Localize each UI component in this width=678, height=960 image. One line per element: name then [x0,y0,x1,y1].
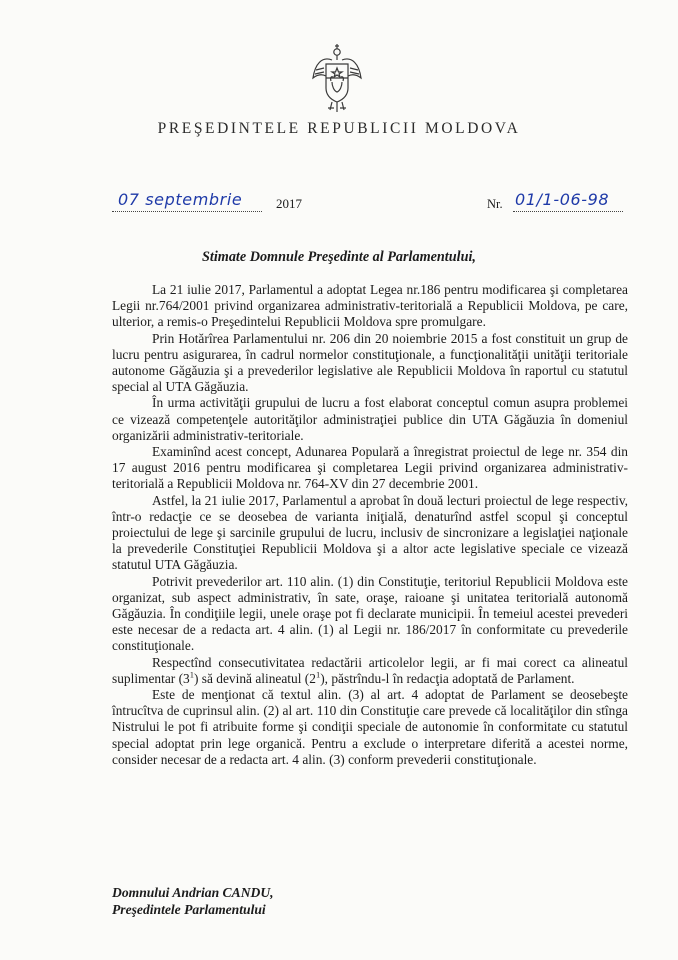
paragraph: Examinînd acest concept, Adunarea Populară a înregistrat proiectul de lege nr. 354 din 17 august 2016 pentru modificarea şi completarea Legii privind organizarea administrativ-teritorială a Republicii Moldova nr. 764-XV din 27 decembrie 2001. [112,444,628,492]
letter-body [112,282,628,768]
date-year: 2017 [276,196,302,211]
paragraph: Potrivit prevederilor art. 110 alin. (1) din Constituţie, teritoriul Republicii Moldova este organizat, sub aspect administrativ, în sate, oraşe, raioane şi unitatea teritorială autonomă Găgăuzia. În condiţiile legii, unele oraşe pot fi declarate municipii. În temeiul acestei prevederi este necesar de a redacta art. 4 alin. (1) al Legii nr. 186/2017 în conformitate cu prevederile constituţionale. [112,573,628,654]
addressee-name: Domnului Andrian CANDU, [112,885,274,900]
addressee-title: Preşedintele Parlamentului [112,901,266,917]
moldova-coat-of-arms-icon [310,44,364,114]
date-field [112,186,302,212]
paragraph: Este de menţionat că textul alin. (3) al art. 4 adoptat de Parlament se deosebeşte întrucîtva de cuprinsul alin. (2) al art. 110 din Constituţie care prevede că localităţilor din stînga Nistrului le pot fi atribuite forme şi condiţii speciale de autonomie în conformitate cu statutul special adoptat prin lege organică. Pentru a exclude o interpretare diferită a acestei norme, consider necesar de a redacta art. 4 alin. (3) conform prevederii constituţionale. [112,687,628,767]
nr-underline [513,211,623,212]
paragraph: Respectînd consecutivitatea redactării articolelor legii, ar fi mai corect ca alineatul suplimentar $(3^1)$ să devină alineatul $(2^1)$, păstrîndu-l în redacţia adoptată de Parlament. [112,654,628,686]
salutation: Stimate Domnule Preşedinte al Parlamentului, [202,249,476,265]
nr-label: Nr. [487,197,503,211]
paragraph: Prin Hotărîrea Parlamentului nr. 206 din 20 noiembrie 2015 a fost constituit un grup de lucru pentru asigurarea, în cadrul normelor constituţionale, a funcţionalităţii unităţii teritoriale autonome Găgăuzia şi a prevederilor legislative ale Republicii Moldova în raportul cu statutul special al UTA Găgăuzia. [112,330,628,395]
date-underline [112,211,262,212]
paragraph: La 21 iulie 2017, Parlamentul a adoptat Legea nr.186 pentru modificarea şi completarea Legii nr.764/2001 privind organizarea administrativ-teritorială a Republicii Moldova, pe care, ulterior, a remis-o Preşedintelui Republicii Moldova spre promulgare. [112,282,628,330]
paragraph: În urma activităţii grupului de lucru a fost elaborat conceptul comun asupra problemei ce vizează competenţele autorităţilor administraţiei publice din UTA Găgăuzia în domeniul organizării administrativ-teritoriale. [112,395,628,443]
paragraph: Astfel, la 21 iulie 2017, Parlamentul a aprobat în două lecturi proiectul de lege respectiv, într-o redacţie ce se deosebea de varianta iniţială, denaturînd astfel scopul şi conceptul proiectului de lege şi sarcinile grupului de lucru, inclusiv de sincronizare a legislaţiei naţionale la prevederile Constituţiei Republicii Moldova şi a altor acte legislative speciale ce vizează statutul UTA Găgăuzia. [112,492,628,573]
handwritten-date: 07 septembrie [118,190,243,209]
addressee-block [112,885,274,918]
issuer-title: PREŞEDINTELE REPUBLICII MOLDOVA [157,120,521,137]
handwritten-nr: 01/1-06-98 [515,190,610,209]
registration-number-field [487,186,627,212]
